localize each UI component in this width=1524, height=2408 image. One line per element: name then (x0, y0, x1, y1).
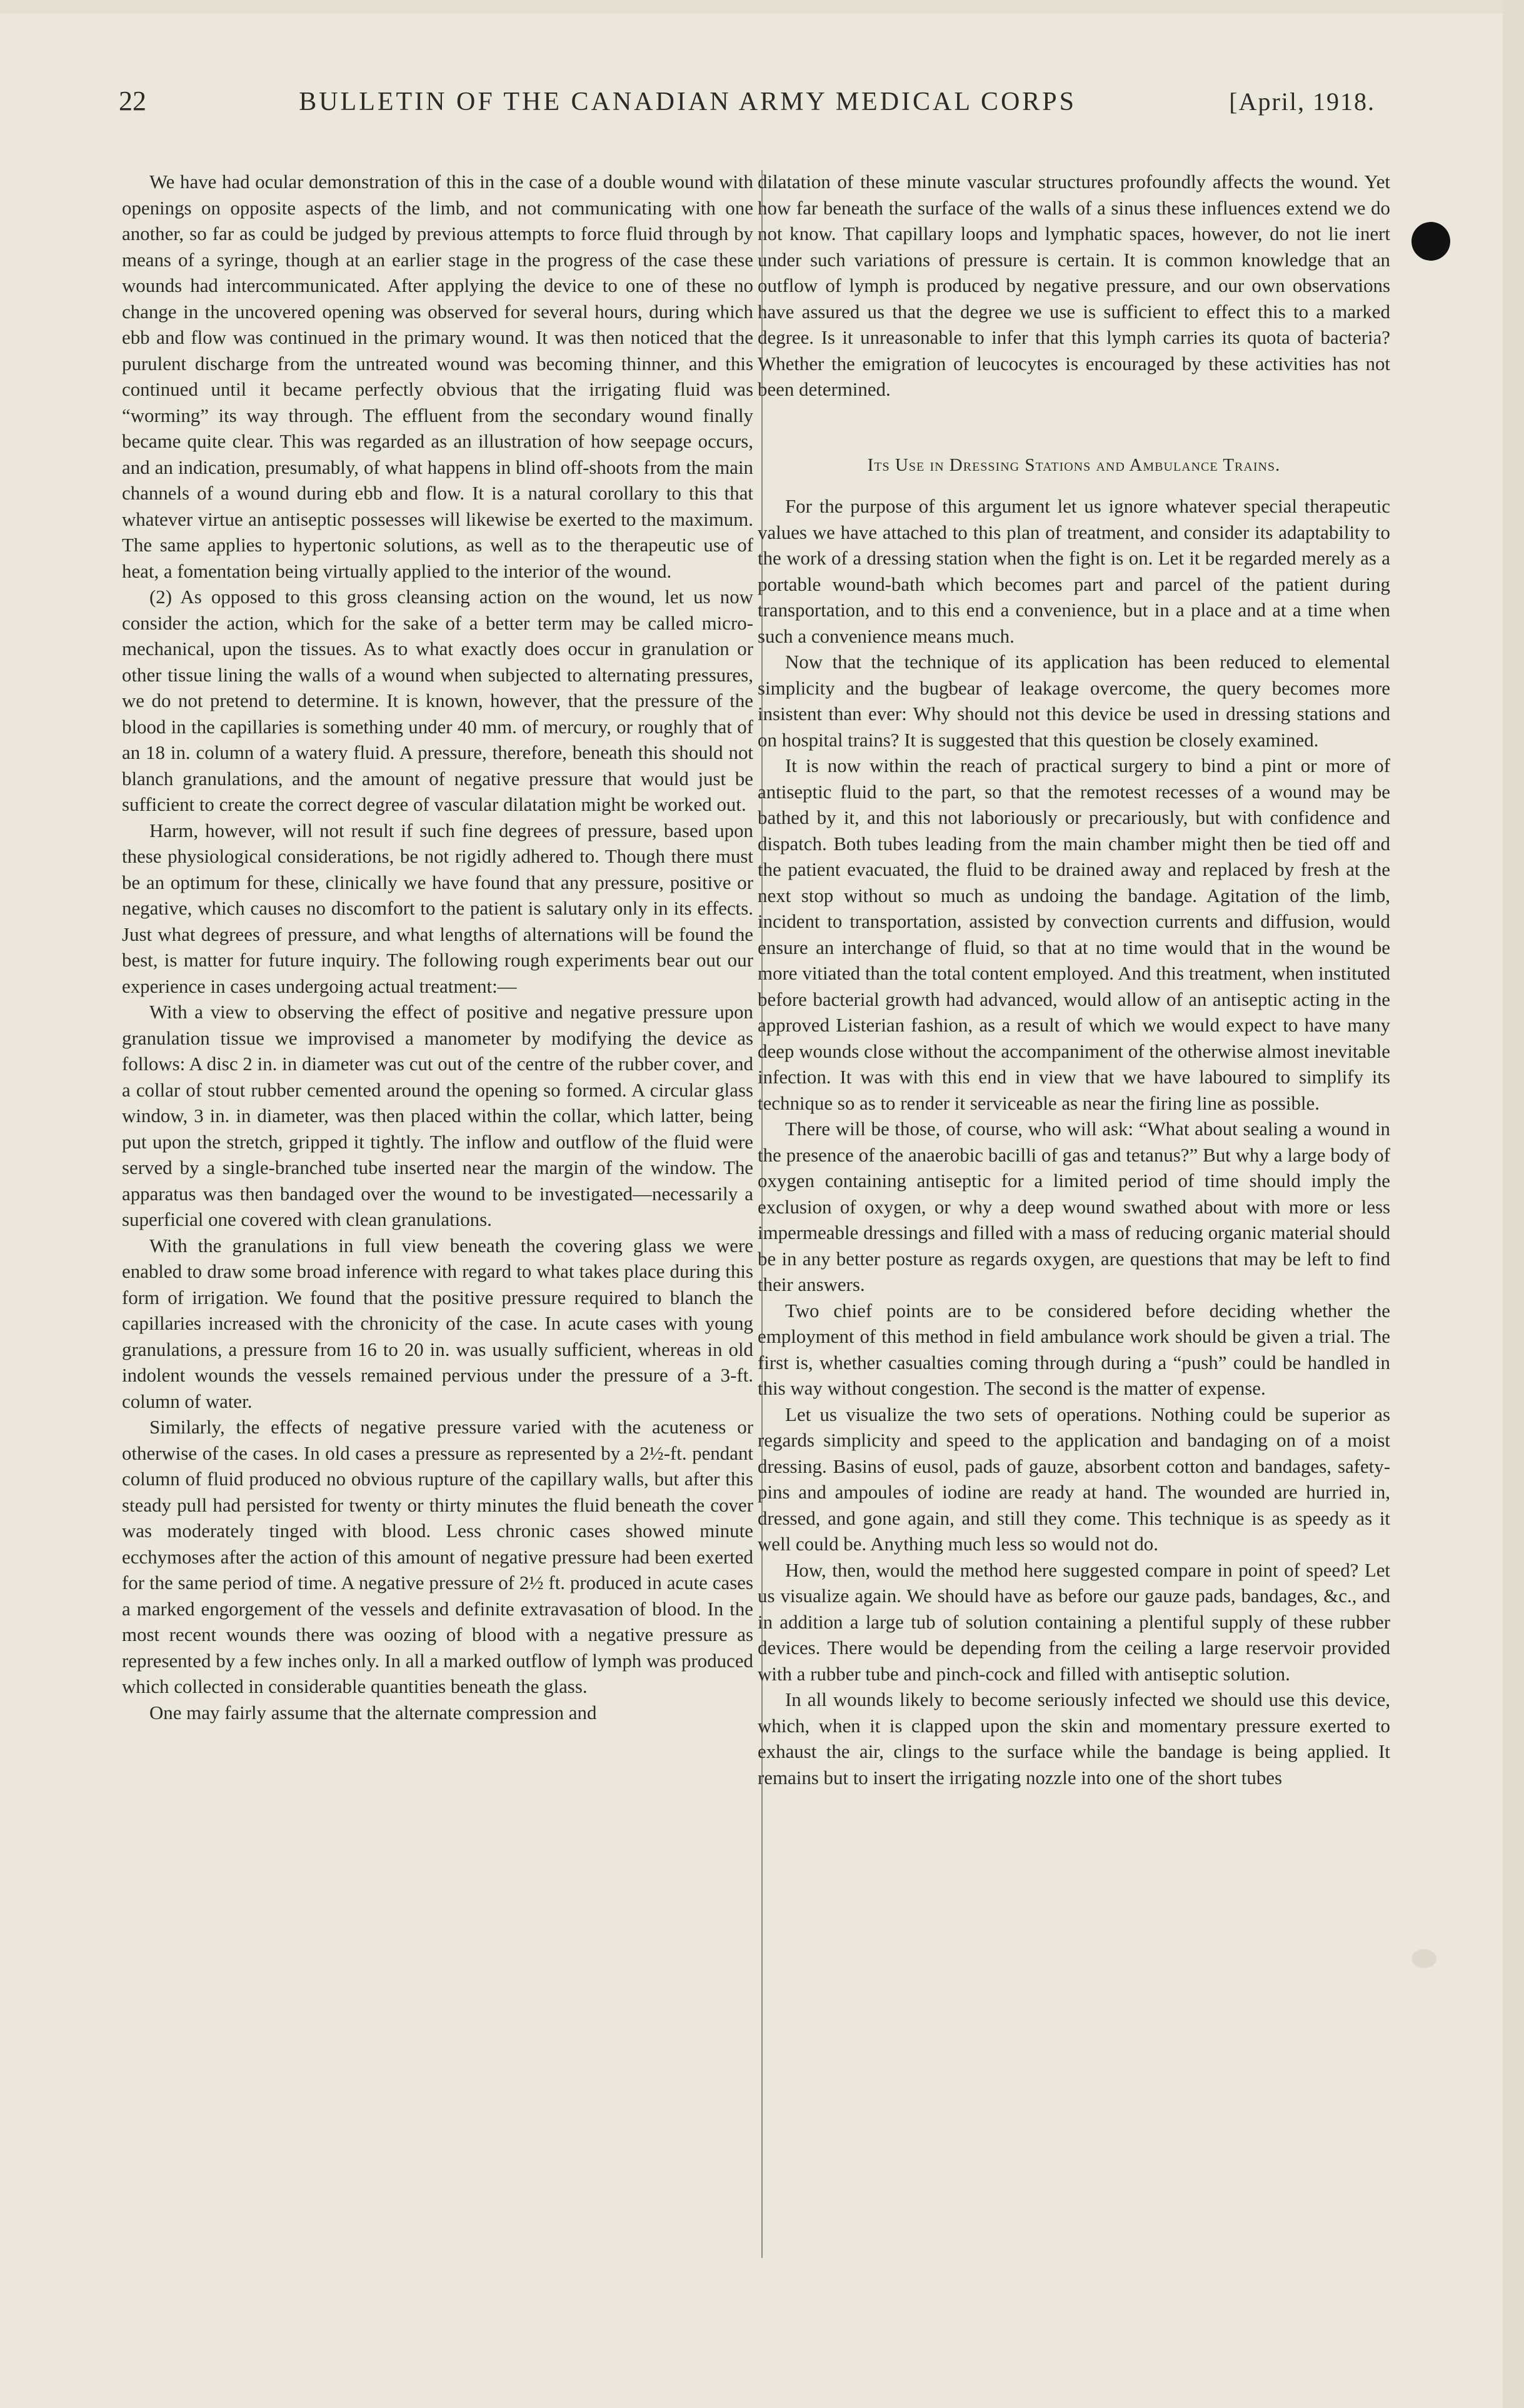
paragraph: Now that the technique of its application has been reduced to elemental simplicity and the bugbear of leakage overcome, the query becomes more insistent than ever: Why should not this device be used in dressing stations and on hospital trains? It is suggested that this question be closely examined. (758, 651, 1390, 751)
paragraph: In all wounds likely to become seriously infected we should use this device, which, when it is clapped upon the skin and momentary pressure exerted to exhaust the air, clings to the surface while the bandage is being applied. It remains but to insert the irrigating nozzle into one of the short tubes (758, 1688, 1390, 1788)
binding-hole-faint (1411, 1949, 1436, 1968)
paragraph: dilatation of these minute vascular structures profoundly affects the wound. Yet how far beneath the surface of the walls of a sinus these influences extend we do not know. That capillary loops and lymphatic spaces, however, do not lie inert under such variations of pressure is certain. It is common knowledge that an outflow of lymph is produced by negative pressure, and our own observations have assured us that the degree we use is sufficient to effect this to a marked degree. Is it unreasonable to infer that this lymph carries its quota of bacteria? Whether the emigration of leucocytes is encouraged by these activities has not been determined. (758, 171, 1390, 400)
paragraph: One may fairly assume that the alternate compression and (149, 1701, 597, 1723)
paragraph: Harm, however, will not result if such fine degrees of pressure, based upon these physiological considerations, be not rigidly adhered to. Though there must be an optimum for these, clinically we have found that any pressure, positive or negative, which causes no discomfort to the patient is salutary only in its effects. Just what degrees of pressure, and what lengths of alternations will be found the best, is matter for future inquiry. The following rough experiments bear out our experience in cases undergoing actual treatment:— (122, 819, 753, 997)
paragraph: With the granulations in full view beneath the covering glass we were enabled to draw some broad inference with regard to what takes place during this form of irrigation. We found that the positive pressure required to blanch the capillaries increased with the chronicity of the case. In acute cases with young granulations, a pressure from 16 to 20 in. was usually sufficient, whereas in old indolent wounds the vessels remained pervious under the pressure of a 3-ft. column of water. (122, 1234, 753, 1412)
page-top-fold (0, 0, 1524, 14)
paragraph: It is now within the reach of practical surgery to bind a pint or more of antiseptic fluid to the part, so that the remotest recesses of a wound may be bathed by it, and this not laboriously or precariously, but with confidence and dispatch. Both tubes leading from the main chamber might then be tied off and the patient evacuated, the fluid to be drained away and replaced by fresh at the next stop without so much as undoing the bandage. Agitation of the limb, incident to transportation, assisted by convection currents and diffusion, would ensure an interchange of fluid, so that at no time would that in the wound be more vitiated than the total content employed. And this treatment, when instituted before bacterial growth had advanced, would allow of an antiseptic acting in the approved Listerian fashion, as a result of which we would expect to have many deep wounds close without the accompaniment of the otherwise almost inevitable infection. It was with this end in view that we have laboured to simplify its technique so as to render it serviceable as near the firing line as possible. (758, 755, 1390, 1114)
issue-date: [April, 1918. (1229, 88, 1375, 116)
paragraph: Two chief points are to be considered before deciding whether the employment of this method in field ambulance work should be given a trial. The first is, whether casualties coming through during a “push” could be handled in this way without congestion. The second is the matter of expense. (758, 1299, 1390, 1399)
running-header (119, 85, 1375, 135)
paragraph: How, then, would the method here suggested compare in point of speed? Let us visualize again. We should have as before our gauze pads, bandages, &c., and in addition a large tub of solution containing a plentiful supply of these rubber devices. There would be depending from the ceiling a large reservoir provided with a rubber tube and pinch-cock and filled with antiseptic solution. (758, 1558, 1390, 1685)
right-column (758, 169, 1390, 2269)
paragraph: There will be those, of course, who will ask: “What about sealing a wound in the presence of the anaerobic bacilli of gas and tetanus?” But why a large body of oxygen containing antiseptic for a limited period of time should imply the exclusion of oxygen, or why a deep wound swathed about with more or less impermeable dressings and filled with a mass of reducing organic material should be in any better posture as regards oxygen, are questions that may be left to find their answers. (758, 1118, 1390, 1295)
paragraph: We have had ocular demonstration of this in the case of a double wound with openings on opposite aspects of the limb, and not communicating with one another, so far as could be judged by previous attempts to force fluid through by means of a syringe, though at an earlier stage in the progress of the case these wounds had intercommunicated. After applying the device to one of these no change in the uncovered opening was observed for several hours, during which ebb and flow was continued in the primary wound. It was then noticed that the purulent discharge from the untreated wound was becoming thinner, and this continued until it became perfectly obvious that the irrigating fluid was “worming” its way through. The effluent from the secondary wound finally became quite clear. This was regarded as an illustration of how seepage occurs, and an indication, presumably, of what happens in blind off-shoots from the main channels of a wound during ebb and flow. It is a natural corollary to this that whatever virtue an antiseptic possesses will likewise be exerted to the maximum. The same applies to hypertonic solutions, as well as to the therapeutic use of heat, a fomentation being virtually applied to the interior of the wound. (122, 171, 753, 582)
paragraph: Similarly, the effects of negative pressure varied with the acuteness or otherwise of the cases. In old cases a pressure as represented by a 2½-ft. pendant column of fluid produced no obvious rupture of the capillary walls, but after this steady pull had persisted for twenty or thirty minutes the fluid beneath the cover was moderately tinged with blood. Less chronic cases showed minute ecchymoses after the action of this amount of negative pressure had been exerted for the same period of time. A negative pressure of 2½ ft. produced in acute cases a marked engorgement of the vessels and definite extravasation of blood. In the most recent wounds there was oozing of blood with a negative pressure as represented by a few inches only. In all a marked outflow of lymph was produced which collected in considerable quantities beneath the glass. (122, 1416, 753, 1697)
paragraph: For the purpose of this argument let us ignore whatever special therapeutic values we have attached to this plan of treatment, and consider its adaptability to the work of a dressing station when the fight is on. Let it be regarded merely as a portable wound-bath which becomes part and parcel of the patient during transportation, and to this end a convenience, but in a place and at a time when such a convenience means much. (758, 495, 1390, 647)
left-column (122, 169, 753, 2269)
running-title: BULLETIN OF THE CANADIAN ARMY MEDICAL CORPS (299, 88, 1077, 116)
paragraph: (2) As opposed to this gross cleansing action on the wound, let us now consider the action, which for the sake of a better term may be called micro-mechanical, upon the tissues. As to what exactly does occur in granulation or other tissue lining the walls of a wound when subjected to alternating pressures, we do not pretend to determine. It is known, however, that the pressure of the blood in the capillaries is something under 40 mm. of mercury, or roughly that of an 18 in. column of a watery fluid. A pressure, therefore, beneath this should not blanch granulations, and the amount of negative pressure that would just be sufficient to create the correct degree of vascular dilatation might be worked out. (122, 586, 753, 815)
paragraph: Let us visualize the two sets of operations. Nothing could be superior as regards simplicity and speed to the application and bandaging on of a moist dressing. Basins of eusol, pads of gauze, absorbent cotton and bandages, safety-pins and ampoules of iodine are ready at hand. The wounded are hurried in, dressed, and gone again, and still they come. This technique is as speedy as it well could be. Anything much less so would not do. (758, 1403, 1390, 1555)
binding-hole (1411, 222, 1450, 261)
paragraph: With a view to observing the effect of positive and negative pressure upon granulation tissue we improvised a manometer by modifying the device as follows: A disc 2 in. in diameter was cut out of the centre of the rubber cover, and a collar of stout rubber cemented around the opening so formed. A circular glass window, 3 in. in diameter, was then placed within the collar, which latter, being put upon the stretch, gripped it tightly. The inflow and outflow of the fluid were served by a single-branched tube inserted near the margin of the window. The apparatus was then bandaged over the wound to be investigated—necessarily a superficial one covered with clean granulations. (122, 1001, 753, 1230)
page-number: 22 (119, 86, 146, 116)
page-right-edge (1503, 0, 1524, 2408)
section-heading: Its Use in Dressing Stations and Ambulance Trains. (867, 454, 1281, 475)
